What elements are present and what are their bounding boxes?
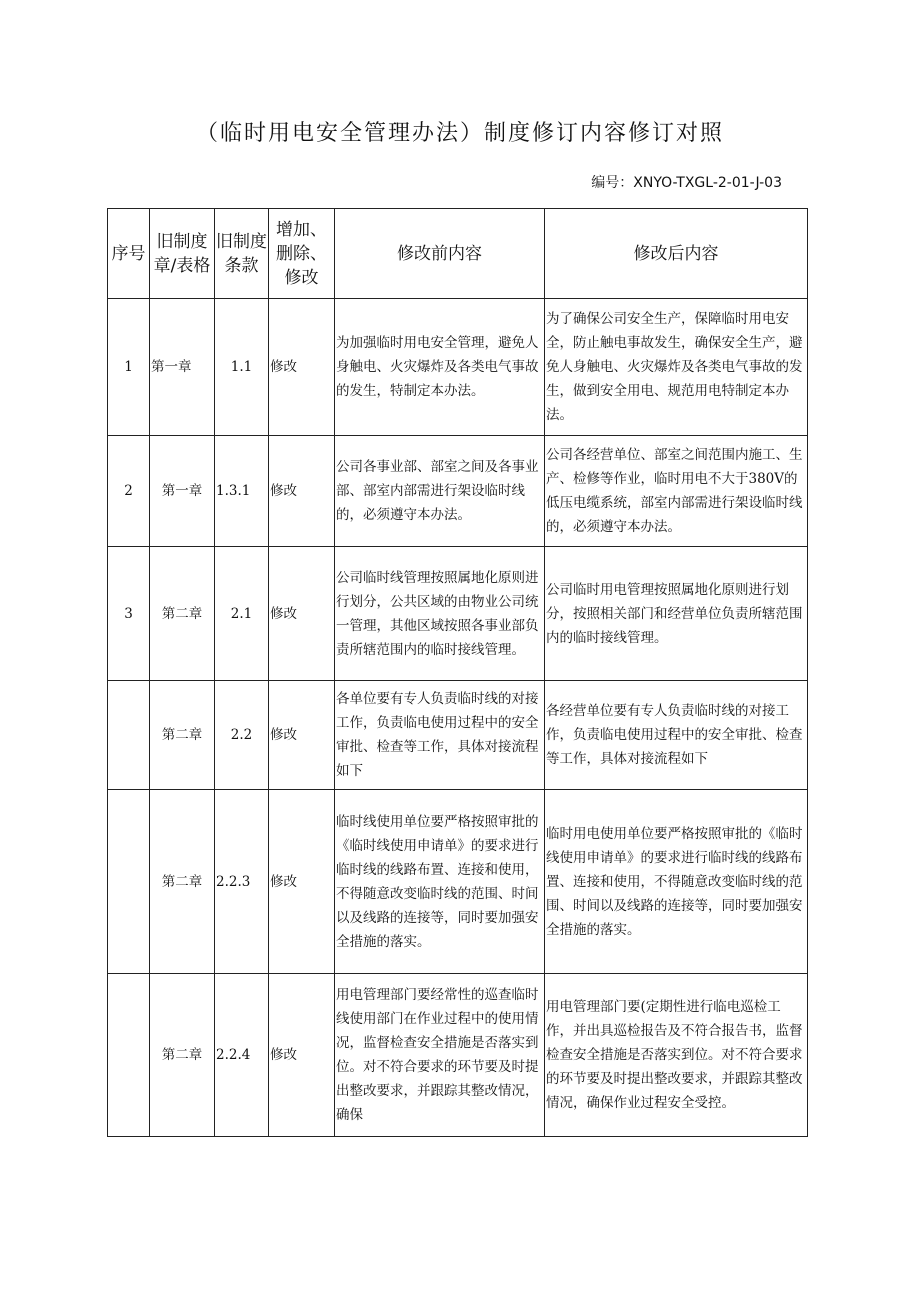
header-after: 修改后内容: [545, 209, 808, 299]
row-no: [108, 974, 150, 1137]
row-action: 修改: [269, 974, 335, 1137]
row-after: 为了确保公司安全生产，保障临时用电安全，防止触电事故发生，确保安全生产，避免人身触电、火灾爆炸及各类电气事故的发生，做到安全用电、规范用电特制定本办法。: [545, 299, 808, 436]
table-row: [108, 436, 808, 547]
row-clause: 1.1: [215, 299, 269, 436]
row-chapter: 第二章: [150, 974, 215, 1137]
table-row: [108, 790, 808, 974]
row-action: 修改: [269, 790, 335, 974]
document-number: 编号：XNYO-TXGL-2-01-J-03: [591, 175, 782, 191]
row-before: 公司各事业部、部室之间及各事业部、部室内部需进行架设临时线的，必须遵守本办法。: [335, 436, 545, 547]
table-row: [108, 547, 808, 681]
row-before: 用电管理部门要经常性的巡查临时线使用部门在作业过程中的使用情况，监督检查安全措施是否落实到位。对不符合要求的环节要及时提出整改要求，并跟踪其整改情况，确保: [335, 974, 545, 1137]
row-chapter: 第二章: [150, 547, 215, 681]
page-title: （临时用电安全管理办法）制度修订内容修订对照: [195, 121, 724, 146]
row-action: 修改: [269, 436, 335, 547]
row-chapter: 第一章: [150, 299, 215, 436]
row-no: 2: [108, 436, 150, 547]
row-after: 用电管理部门要(定期性进行临电巡检工作，并出具巡检报告及不符合报告书，监督检查安全措施是否落实到位。对不符合要求的环节要及时提出整改要求，并跟踪其整改情况，确保作业过程安全受控。: [545, 974, 808, 1137]
row-chapter: 第一章: [150, 436, 215, 547]
row-before: 公司临时线管理按照属地化原则进行划分，公共区域的由物业公司统一管理，其他区域按照各事业部负责所辖范围内的临时接线管理。: [335, 547, 545, 681]
row-clause: 2.2: [215, 681, 269, 790]
row-after: 公司各经营单位、部室之间范围内施工、生产、检修等作业，临时用电不大于380V的低压电缆系统，部室内部需进行架设临时线的，必须遵守本办法。: [545, 436, 808, 547]
table-row: [108, 974, 808, 1137]
row-no: [108, 681, 150, 790]
header-before: 修改前内容: [335, 209, 545, 299]
row-chapter: 第二章: [150, 790, 215, 974]
row-chapter: 第二章: [150, 681, 215, 790]
revision-table: [107, 208, 808, 1137]
row-before: 各单位要有专人负责临时线的对接工作，负责临电使用过程中的安全审批、检查等工作，具体对接流程如下: [335, 681, 545, 790]
row-clause: 2.1: [215, 547, 269, 681]
header-action: 增加、删除、修改: [269, 209, 335, 299]
row-before: 临时线使用单位要严格按照审批的《临时线使用申请单》的要求进行临时线的线路布置、连接和使用，不得随意改变临时线的范围、时间以及线路的连接等，同时要加强安全措施的落实。: [335, 790, 545, 974]
row-no: 1: [108, 299, 150, 436]
table-header-row: [108, 209, 808, 299]
table-row: [108, 681, 808, 790]
row-action: 修改: [269, 299, 335, 436]
table-row: [108, 299, 808, 436]
row-after: 临时用电使用单位要严格按照审批的《临时线使用申请单》的要求进行临时线的线路布置、连接和使用，不得随意改变临时线的范围、时间以及线路的连接等，同时要加强安全措施的落实。: [545, 790, 808, 974]
row-clause: 2.2.4: [215, 974, 269, 1137]
row-no: 3: [108, 547, 150, 681]
row-clause: 1.3.1: [215, 436, 269, 547]
row-action: 修改: [269, 681, 335, 790]
row-clause: 2.2.3: [215, 790, 269, 974]
header-old-chapter: 旧制度章/表格: [150, 209, 215, 299]
row-no: [108, 790, 150, 974]
row-before: 为加强临时用电安全管理，避免人身触电、火灾爆炸及各类电气事故的发生，特制定本办法。: [335, 299, 545, 436]
row-after: 公司临时用电管理按照属地化原则进行划分，按照相关部门和经营单位负责所辖范围内的临时接线管理。: [545, 547, 808, 681]
header-no: 序号: [108, 209, 150, 299]
header-old-clause: 旧制度条款: [215, 209, 269, 299]
row-action: 修改: [269, 547, 335, 681]
row-after: 各经营单位要有专人负责临时线的对接工作，负责临电使用过程中的安全审批、检查等工作，具体对接流程如下: [545, 681, 808, 790]
